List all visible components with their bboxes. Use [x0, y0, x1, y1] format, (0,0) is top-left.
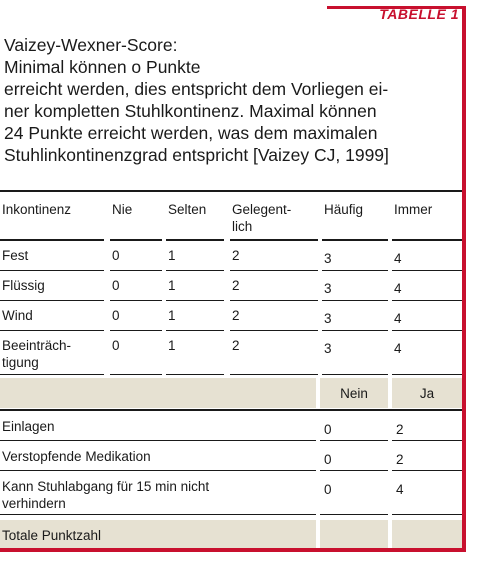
cell-value: 0 — [324, 482, 332, 497]
caption-line: 24 Punkte erreicht werden, was dem maximalen — [4, 123, 378, 143]
cell-value: 1 — [168, 308, 176, 323]
header-underline — [392, 239, 462, 241]
row-separator — [322, 270, 388, 271]
row-separator — [320, 514, 388, 515]
cell-value: 4 — [396, 482, 404, 497]
total-label: Totale Punktzahl — [2, 528, 102, 543]
cell-value: 2 — [232, 248, 240, 263]
row-separator — [0, 470, 316, 471]
row-separator — [0, 514, 316, 515]
header-underline — [110, 239, 162, 241]
row-label: Fest — [2, 248, 29, 263]
row-separator — [392, 440, 462, 441]
row-separator — [0, 300, 104, 301]
caption-line: Minimal können o Punkte — [4, 57, 201, 77]
cell-value: 2 — [396, 452, 404, 467]
row-separator — [110, 374, 162, 375]
total-band-nein — [320, 520, 388, 548]
cell-value: 4 — [394, 281, 402, 296]
cell-value: 0 — [112, 308, 120, 323]
row-separator — [322, 300, 388, 301]
row-separator — [0, 330, 104, 331]
row-separator — [0, 374, 104, 375]
cell-value: 0 — [324, 422, 332, 437]
row-separator — [392, 300, 462, 301]
shaded-band — [0, 378, 316, 408]
caption-line: ner kompletten Stuhlkontinenz. Maximal können — [4, 101, 377, 121]
row-separator — [110, 300, 162, 301]
row-separator — [320, 470, 388, 471]
column-header-nein: Nein — [340, 386, 368, 401]
row-label: Verstopfende Medikation — [2, 449, 151, 464]
cell-value: 2 — [396, 422, 404, 437]
cell-value: 2 — [232, 278, 240, 293]
caption-line: erreicht werden, dies entspricht dem Vorliegen ei- — [4, 79, 389, 99]
cell-value: 4 — [394, 251, 402, 266]
cell-value: 0 — [324, 452, 332, 467]
row-separator — [392, 514, 462, 515]
total-band-ja — [392, 520, 462, 548]
column-header: Nie — [112, 202, 133, 217]
row-separator — [322, 330, 388, 331]
cell-value: 3 — [324, 341, 332, 356]
column-header: Gelegent- lich — [232, 202, 292, 234]
row-separator — [392, 374, 462, 375]
row-separator — [110, 330, 162, 331]
row-separator — [230, 270, 318, 271]
row-separator — [0, 440, 316, 441]
row-separator — [230, 330, 318, 331]
row-separator — [166, 374, 224, 375]
column-header: Inkontinenz — [2, 202, 72, 217]
caption-line: Vaizey-Wexner-Score: — [4, 35, 178, 55]
cell-value: 4 — [394, 311, 402, 326]
row-label: Beeinträch- tigung — [2, 338, 72, 370]
cell-value: 3 — [324, 251, 332, 266]
cell-value: 1 — [168, 338, 176, 353]
row-separator — [320, 440, 388, 441]
row-separator — [392, 470, 462, 471]
cell-value: 4 — [394, 341, 402, 356]
cell-value: 3 — [324, 311, 332, 326]
row-separator — [230, 300, 318, 301]
cell-value: 2 — [232, 308, 240, 323]
row-label: Flüssig — [2, 278, 45, 293]
table-top-rule — [0, 190, 462, 192]
band-bottom-rule — [0, 409, 462, 411]
caption-line: Stuhlinkontinenzgrad entspricht [Vaizey CJ, 1999] — [4, 145, 389, 165]
row-separator — [110, 270, 162, 271]
row-separator — [230, 374, 318, 375]
row-label: Wind — [2, 308, 33, 323]
cell-value: 1 — [168, 278, 176, 293]
cell-value: 0 — [112, 278, 120, 293]
table-label: TABELLE 1 — [379, 6, 459, 22]
column-header: Selten — [168, 202, 207, 217]
column-header: Häufig — [324, 202, 364, 217]
cell-value: 0 — [112, 338, 120, 353]
row-separator — [392, 270, 462, 271]
header-underline — [322, 239, 388, 241]
cell-value: 0 — [112, 248, 120, 263]
cell-value: 1 — [168, 248, 176, 263]
frame-bottom-accent — [0, 548, 466, 552]
row-label: Einlagen — [2, 419, 55, 434]
frame-right-accent — [462, 6, 466, 552]
row-separator — [0, 270, 104, 271]
caption — [4, 34, 456, 166]
cell-value: 2 — [232, 338, 240, 353]
header-underline — [0, 239, 104, 241]
column-header: Immer — [394, 202, 433, 217]
header-underline — [166, 239, 224, 241]
cell-value: 3 — [324, 281, 332, 296]
row-separator — [166, 300, 224, 301]
row-label: Kann Stuhlabgang für 15 min nicht verhindern — [2, 479, 210, 511]
column-header-ja: Ja — [419, 386, 435, 401]
header-underline — [230, 239, 318, 241]
row-separator — [392, 330, 462, 331]
row-separator — [166, 270, 224, 271]
row-separator — [166, 330, 224, 331]
row-separator — [322, 374, 388, 375]
